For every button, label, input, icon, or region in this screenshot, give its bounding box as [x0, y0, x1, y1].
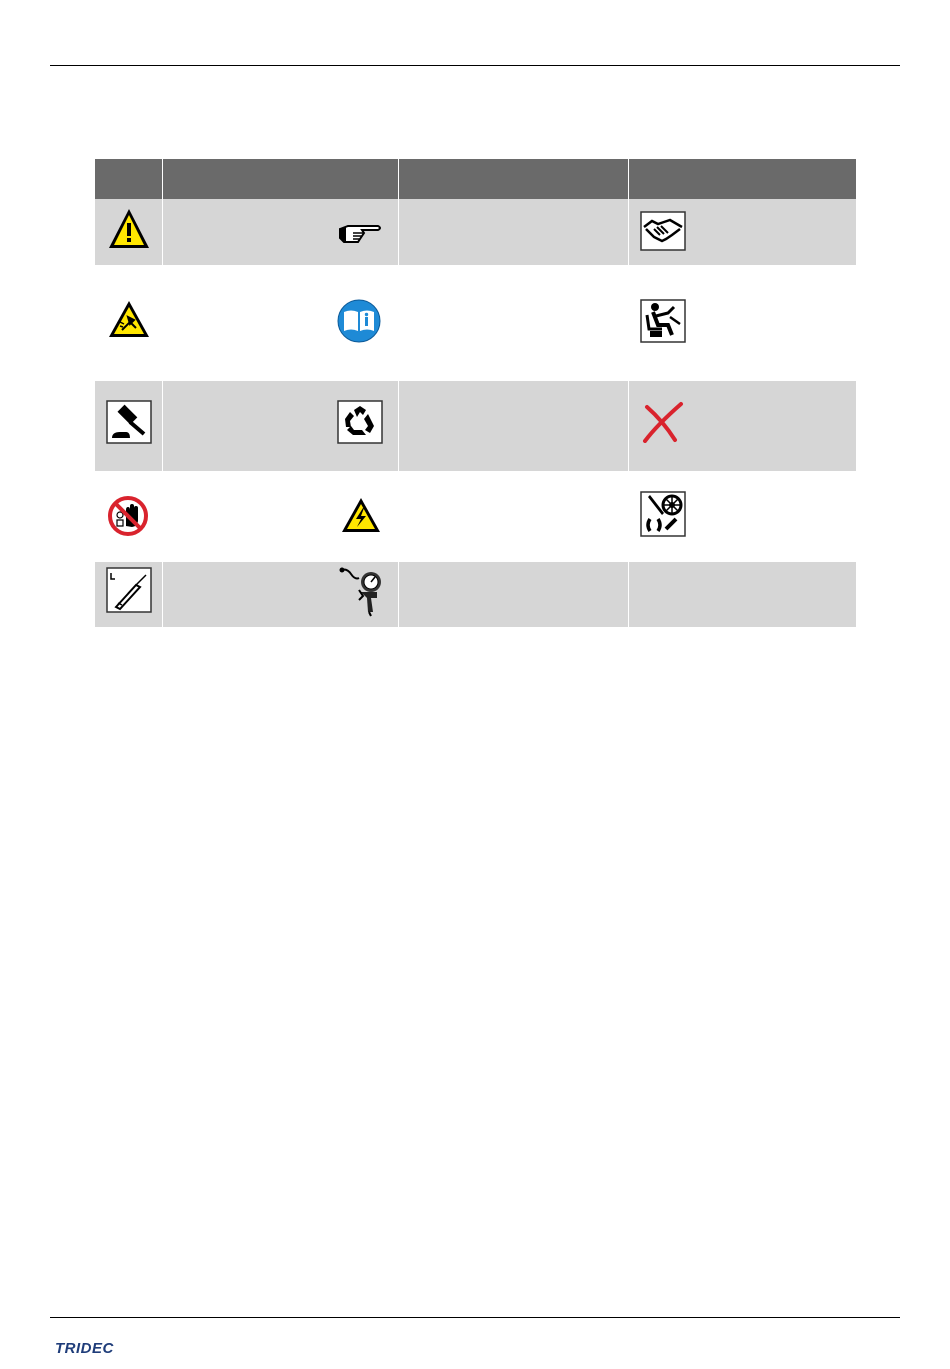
crush-hazard-warning-icon — [108, 300, 150, 338]
maintenance-tools-icon — [640, 491, 686, 537]
operator-seat-icon — [640, 299, 686, 343]
table-cell — [95, 381, 162, 471]
table-cell — [628, 562, 856, 627]
header-cell — [162, 159, 398, 199]
lubrication-icon — [106, 567, 152, 613]
table-row — [95, 562, 856, 627]
header-rule — [50, 65, 900, 66]
no-access-icon — [108, 496, 148, 536]
table-cell — [95, 562, 162, 627]
grease-gun-icon — [337, 566, 387, 618]
table-cell — [628, 471, 856, 562]
table-cell — [398, 471, 628, 562]
recycle-icon — [337, 400, 383, 444]
table-row — [95, 199, 856, 265]
table-cell — [628, 265, 856, 381]
footer-rule — [50, 1317, 900, 1318]
read-manual-icon — [337, 299, 381, 343]
table-cell — [398, 199, 628, 265]
table-cell — [162, 381, 398, 471]
symbols-table — [95, 159, 856, 627]
handshake-icon — [640, 211, 686, 251]
table-cell — [398, 265, 628, 381]
legal-gavel-icon — [106, 400, 152, 444]
table-row — [95, 381, 856, 471]
general-warning-icon — [107, 207, 151, 251]
tridec-logo: TRIDEC — [55, 1340, 114, 1357]
table-header-row — [95, 159, 856, 199]
table-cell — [162, 265, 398, 381]
table-cell — [398, 381, 628, 471]
header-cell — [95, 159, 162, 199]
table-cell — [628, 199, 856, 265]
table-cell — [95, 199, 162, 265]
table-cell — [95, 471, 162, 562]
header-cell — [398, 159, 628, 199]
pointing-hand-icon — [338, 221, 382, 245]
table-cell — [162, 199, 398, 265]
table-row — [95, 471, 856, 562]
table-cell — [162, 562, 398, 627]
electric-hazard-warning-icon — [341, 497, 381, 533]
table-cell — [398, 562, 628, 627]
table-cell — [628, 381, 856, 471]
header-cell — [628, 159, 856, 199]
table-cell — [162, 471, 398, 562]
table-row — [95, 265, 856, 381]
red-cross-icon — [641, 401, 685, 443]
table-cell — [95, 265, 162, 381]
